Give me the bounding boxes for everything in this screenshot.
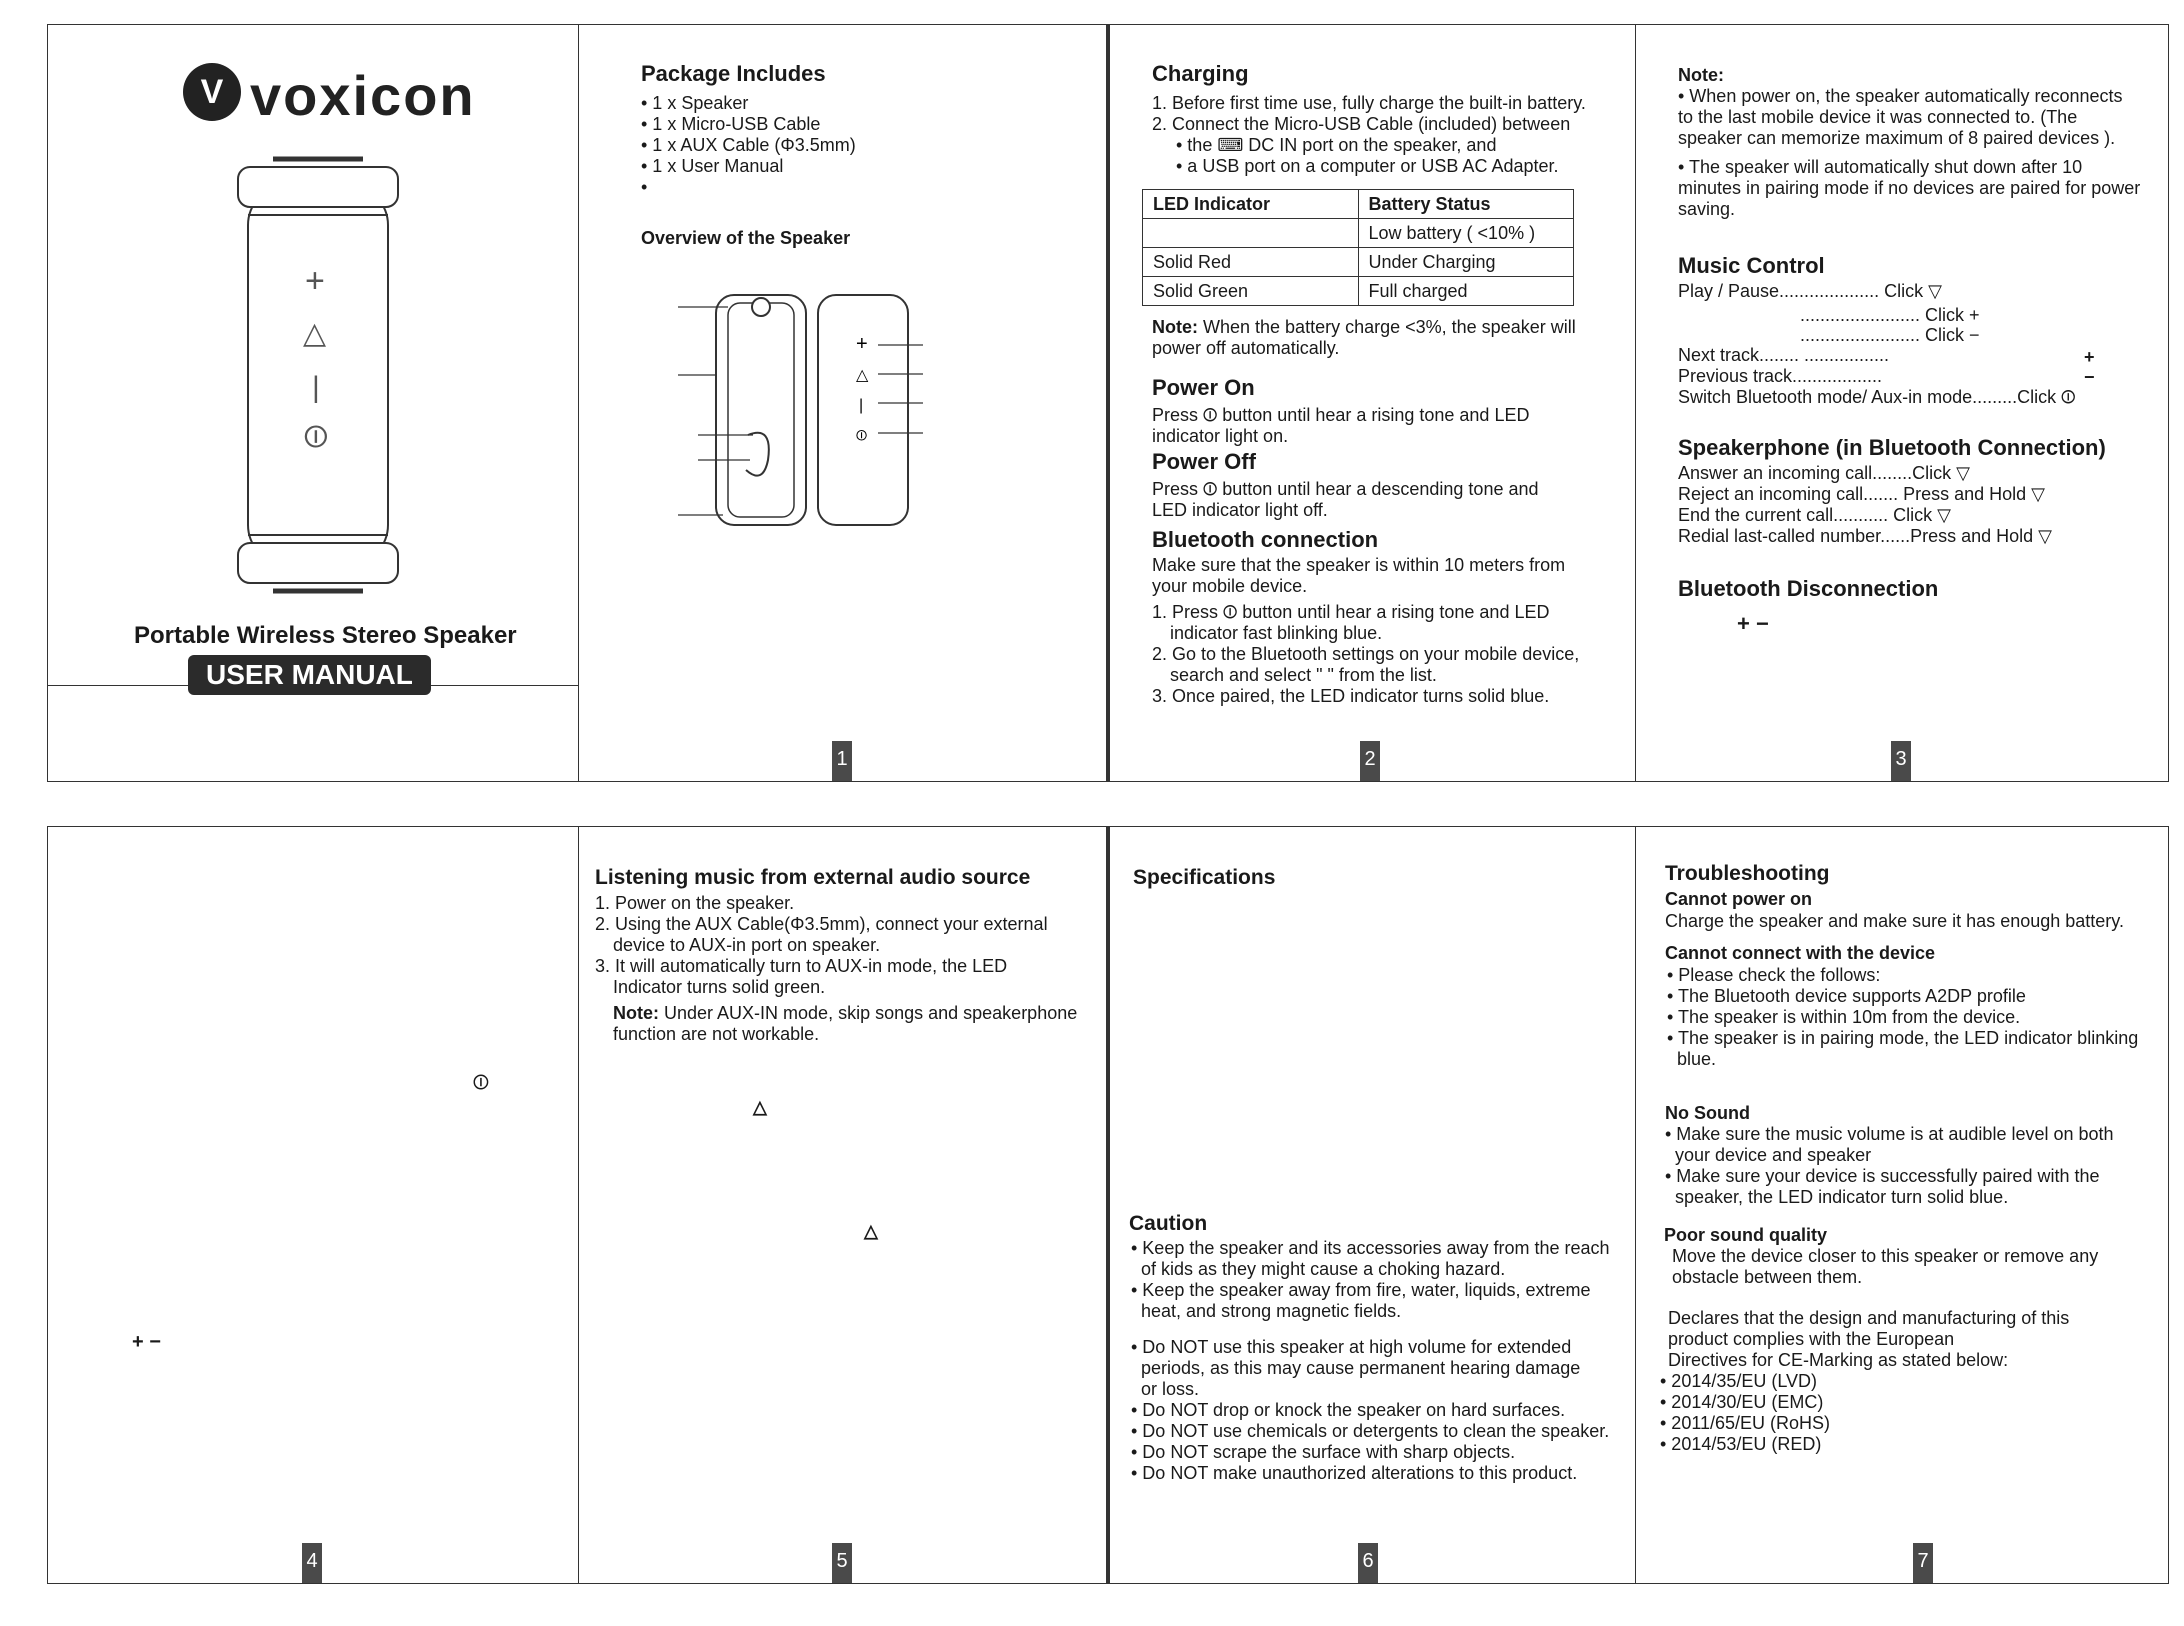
music-line: Switch Bluetooth mode/ Aux-in mode.........Click ⏼ [1678,387,2076,407]
troubleshooting-title: Troubleshooting [1665,862,1830,885]
section-line: speaker, the LED indicator turn solid blue. [1675,1187,2009,1207]
bluetooth-line: your mobile device. [1152,576,1308,596]
section-line: obstacle between them. [1672,1267,1863,1287]
caution-line: • Keep the speaker away from fire, water, liquids, extreme [1131,1280,1591,1300]
note-line: saving. [1678,199,1736,219]
bluetooth-line: 1. Press ⏼ button until hear a rising tone and LED [1152,602,1550,622]
note-text: function are not workable. [613,1024,820,1044]
caution-line: of kids as they might cause a choking hazard. [1141,1259,1506,1279]
power-off-line: Press ⏼ button until hear a descending tone and [1152,479,1539,499]
power-on-title: Power On [1152,375,1255,400]
section-line: • Make sure the music volume is at audible level on both [1665,1124,2114,1144]
page-number: 5 [832,1543,852,1583]
caution-line: • Do NOT drop or knock the speaker on hard surfaces. [1131,1400,1566,1420]
speakerphone-line: Reject an incoming call....... Press and Hold ▽ [1678,484,2046,504]
page-3-panel [1635,25,2170,781]
music-line: Previous track.................. [1678,366,1883,386]
caution-line: or loss. [1141,1379,1200,1399]
section-title: Cannot power on [1665,889,1812,909]
bluetooth-line: 2. Go to the Bluetooth settings on your mobile device, [1152,644,1580,664]
play-triangle-icon: △ [753,1097,767,1117]
note-line: • When power on, the speaker automatically reconnects [1678,86,2123,106]
page-7-panel [1635,827,2170,1583]
caution-line: • Do NOT scrape the surface with sharp objects. [1131,1442,1516,1462]
note-text: power off automatically. [1152,338,1340,358]
charging-title: Charging [1152,61,1249,86]
section-line: Charge the speaker and make sure it has enough battery. [1665,911,2124,931]
music-line: Play / Pause.................... Click ▽ [1678,281,1942,301]
ce-line: Directives for CE-Marking as stated below: [1668,1350,2009,1370]
note-text: Under AUX-IN mode, skip songs and speakerphone [659,1003,1078,1023]
page-number: 4 [302,1543,322,1583]
page-number: 1 [832,741,852,781]
page-number: 2 [1360,741,1380,781]
package-title: Package Includes [641,61,826,86]
speakerphone-title: Speakerphone (in Bluetooth Connection) [1678,435,2106,460]
ce-line: • 2011/65/EU (RoHS) [1660,1413,1831,1433]
section-title: No Sound [1665,1103,1750,1123]
previous-track-icon: − [2084,367,2095,387]
bluetooth-title: Bluetooth connection [1152,527,1379,552]
charging-line: 2. Connect the Micro-USB Cable (included) between [1152,114,1571,134]
section-line: blue. [1677,1049,1717,1069]
note-label: Note: [613,1003,659,1023]
table-cell: Solid Red [1143,248,1359,277]
note-line: • The speaker will automatically shut down after 10 [1678,157,2083,177]
note-label: Note: [1152,317,1198,337]
music-control-title: Music Control [1678,253,1825,278]
bluetooth-line: 3. Once paired, the LED indicator turns solid blue. [1152,686,1550,706]
play-triangle-icon: △ [864,1221,878,1241]
music-line: ........................ Click − [1800,325,1980,345]
play-triangle-icon: △ [303,317,327,350]
cover-panel [48,25,578,781]
package-item: • [641,177,648,197]
svg-text:⏼: ⏼ [856,427,868,443]
volume-symbols: + − [132,1331,161,1353]
table-cell: Solid Green [1143,277,1359,306]
power-icon: ⏼ [473,1072,489,1094]
page-number: 6 [1358,1543,1378,1583]
charging-line: • a USB port on a computer or USB AC Adapter. [1176,156,1559,176]
music-line: Next track........ ................. [1678,345,1890,365]
speakerphone-line: End the current call........... Click ▽ [1678,505,1951,525]
section-line: • The speaker is within 10m from the device. [1667,1007,2021,1027]
section-line: • Please check the follows: [1667,965,1881,985]
caution-title: Caution [1129,1212,1208,1235]
manual-sheet-bottom [47,826,2169,1584]
svg-text:+: + [856,333,868,355]
caution-line: heat, and strong magnetic fields. [1141,1301,1402,1321]
page-1-panel [578,25,1106,781]
caution-line: • Do NOT use chemicals or detergents to clean the speaker. [1131,1421,1610,1441]
aux-line: 1. Power on the speaker. [595,893,795,913]
ce-line: • 2014/53/EU (RED) [1660,1434,1822,1454]
caution-line: • Do NOT use this speaker at high volume for extended [1131,1337,1572,1357]
volume-up-icon: + [305,262,325,300]
caution-line: • Keep the speaker and its accessories away from the reach [1131,1238,1610,1258]
power-off-line: LED indicator light off. [1152,500,1328,520]
note-line: minutes in pairing mode if no devices are paired for power [1678,178,2141,198]
product-subtitle: Portable Wireless Stereo Speaker [134,622,517,649]
power-on-line: indicator light on. [1152,426,1289,446]
page-6-panel [1106,827,1635,1583]
brand-name: voxicon [250,64,476,127]
overview-title: Overview of the Speaker [641,228,851,248]
user-manual-badge: USER MANUAL [188,655,431,695]
section-line: • The speaker is in pairing mode, the LED indicator blinking [1667,1028,2139,1048]
table-cell: Full charged [1358,277,1574,306]
charging-note [1152,317,1576,338]
note-title: Note: [1678,65,1724,85]
page-4-panel [48,827,578,1583]
power-on-line: Press ⏼ button until hear a rising tone and LED [1152,405,1530,425]
power-off-title: Power Off [1152,449,1256,474]
table-header: LED Indicator [1143,190,1359,219]
caution-line: periods, as this may cause permanent hearing damage [1141,1358,1581,1378]
table-header: Battery Status [1358,190,1574,219]
ce-line: product complies with the European [1668,1329,1955,1349]
svg-text:|: | [859,397,864,414]
section-line: Move the device closer to this speaker or remove any [1672,1246,2099,1266]
speaker-overview-diagram [678,285,978,545]
svg-text:△: △ [856,367,869,384]
table-cell: Under Charging [1358,248,1574,277]
volume-down-icon: | [312,371,320,404]
charging-line: 1. Before first time use, fully charge the built-in battery. [1152,93,1586,113]
package-item: • 1 x Speaker [641,93,749,113]
aux-note [613,1003,1077,1024]
section-title: Poor sound quality [1664,1225,1828,1245]
note-line: to the last mobile device it was connected to. (The [1678,107,2078,127]
table-cell: Low battery ( <10% ) [1358,219,1574,248]
led-status-table [1142,189,1574,306]
disconnection-title: Bluetooth Disconnection [1678,576,1939,601]
package-item: • 1 x User Manual [641,156,784,176]
section-line: • Make sure your device is successfully paired with the [1665,1166,2100,1186]
bluetooth-line: indicator fast blinking blue. [1170,623,1383,643]
power-icon: ⏼ [304,421,328,454]
aux-line: Indicator turns solid green. [613,977,826,997]
section-line: your device and speaker [1675,1145,1872,1165]
page-number: 7 [1913,1543,1933,1583]
charging-line: • the ⌨ DC IN port on the speaker, and [1176,135,1497,155]
ce-line: Declares that the design and manufacturing of this [1668,1308,2070,1328]
page-2-panel [1106,25,1635,781]
aux-line: device to AUX-in port on speaker. [613,935,881,955]
brand-logo-icon: V [183,63,241,121]
page-number: 3 [1891,741,1911,781]
speakerphone-line: Redial last-called number......Press and Hold ▽ [1678,526,2053,546]
page-5-panel [578,827,1106,1583]
disconnection-symbols: + − [1737,611,1769,636]
note-text: When the battery charge <3%, the speaker will [1198,317,1576,337]
aux-line: 2. Using the AUX Cable(Φ3.5mm), connect your external [595,914,1048,934]
section-title: Cannot connect with the device [1665,943,1936,963]
aux-title: Listening music from external audio source [595,866,1031,889]
package-item: • 1 x Micro-USB Cable [641,114,821,134]
manual-sheet-top [47,24,2169,782]
bluetooth-line: search and select " " from the list. [1170,665,1437,685]
note-line: speaker can memorize maximum of 8 paired devices ). [1678,128,2116,148]
specifications-title: Specifications [1133,866,1276,889]
ce-line: • 2014/35/EU (LVD) [1660,1371,1818,1391]
aux-line: 3. It will automatically turn to AUX-in mode, the LED [595,956,1008,976]
ce-line: • 2014/30/EU (EMC) [1660,1392,1824,1412]
next-track-icon: + [2084,347,2095,367]
bluetooth-line: Make sure that the speaker is within 10 meters from [1152,555,1566,575]
table-cell [1143,219,1359,248]
section-line: • The Bluetooth device supports A2DP profile [1667,986,2026,1006]
speakerphone-line: Answer an incoming call........Click ▽ [1678,463,1970,483]
package-item: • 1 x AUX Cable (Φ3.5mm) [641,135,856,155]
caution-line: • Do NOT make unauthorized alterations to this product. [1131,1463,1578,1483]
music-line: ........................ Click + [1800,305,1980,325]
